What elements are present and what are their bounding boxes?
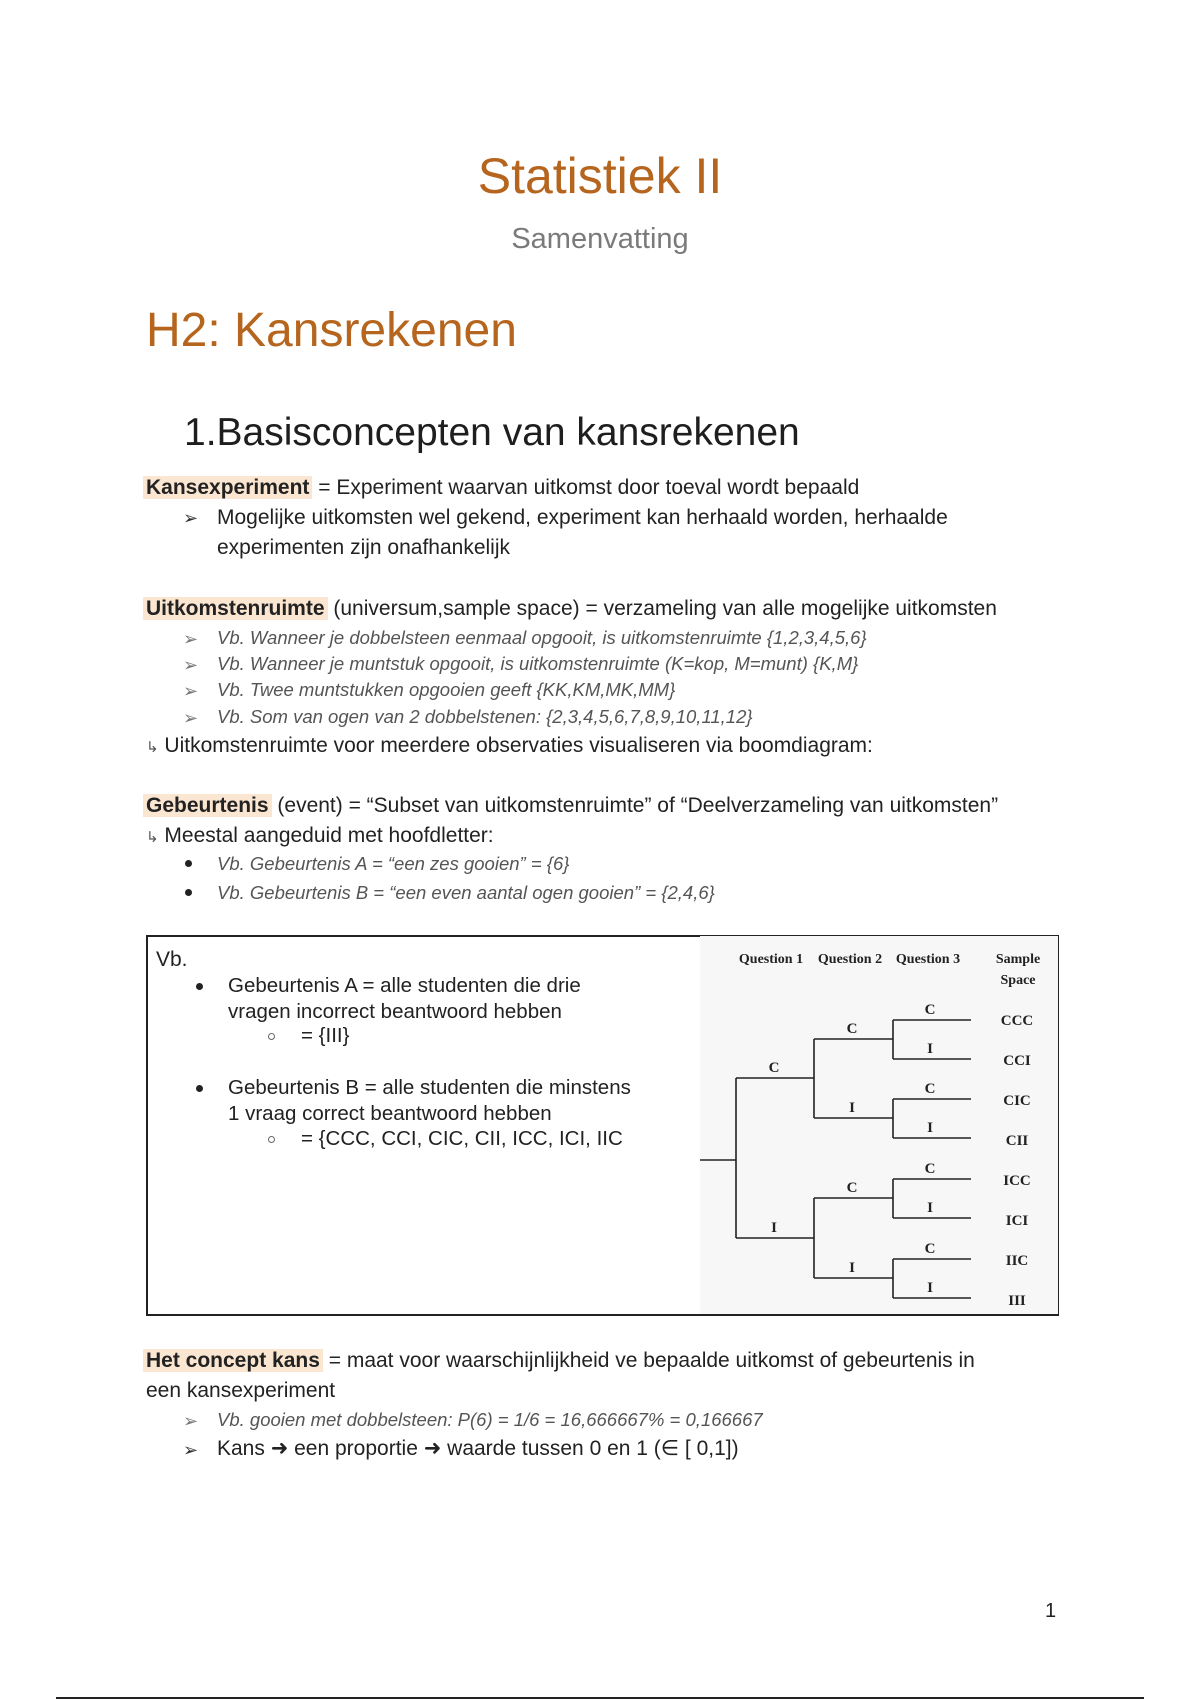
section-heading xyxy=(184,410,800,456)
tree-node-q3: C xyxy=(924,1002,936,1018)
tree-header-question-2: Question 2 xyxy=(817,952,883,967)
event-b-line-2: 1 vraag correct beantwoord hebben xyxy=(228,1102,552,1125)
tree-node-q3: I xyxy=(927,1041,933,1057)
tree-outcome: CIC xyxy=(1003,1093,1031,1109)
kansexperiment-bullet-2: experimenten zijn onafhankelijk xyxy=(217,536,511,559)
tree-outcome: CCI xyxy=(1003,1053,1031,1069)
arrow-bullet-icon: ➢ xyxy=(183,1440,199,1460)
document-title: Statistiek II xyxy=(477,148,723,204)
tree-node-q3: I xyxy=(927,1280,933,1296)
tree-header-space: Space xyxy=(1000,973,1036,988)
uitkomstenruimte-term: Uitkomstenruimte xyxy=(143,597,328,620)
return-arrow-icon: ↳ xyxy=(146,829,159,846)
event-a-line-1: Gebeurtenis A = alle studenten die drie xyxy=(228,974,581,997)
kansexperiment-bullet-1: Mogelijke uitkomsten wel gekend, experiment kan herhaald worden, herhaalde xyxy=(217,506,948,529)
gebeurtenis-definition xyxy=(146,792,998,819)
gebeurtenis-example-2: Vb. Gebeurtenis B = “een even aantal ogen gooien” = {2,4,6} xyxy=(217,882,715,903)
section-title: Basisconcepten van kansrekenen xyxy=(216,411,800,454)
gebeurtenis-note-text: Meestal aangeduid met hoofdletter: xyxy=(164,824,494,847)
document-subtitle: Samenvatting xyxy=(511,223,689,255)
gebeurtenis-term: Gebeurtenis xyxy=(143,794,272,817)
arrow-bullet-icon: ➢ xyxy=(183,508,199,528)
tree-outcome: IIC xyxy=(1005,1253,1029,1269)
chapter-heading: H2: Kansrekenen xyxy=(146,304,517,357)
arrow-bullet-icon: ➢ xyxy=(183,655,199,675)
uitkomstenruimte-example-2: Vb. Wanneer je muntstuk opgooit, is uitkomstenruimte (K=kop, M=munt) {K,M} xyxy=(217,653,859,674)
tree-node-q2: C xyxy=(846,1180,858,1196)
tree-node-q3: I xyxy=(927,1200,933,1216)
gebeurtenis-note xyxy=(146,822,494,851)
tree-diagram-svg xyxy=(700,936,1058,1314)
bullet-dot-icon xyxy=(196,983,203,990)
tree-header-sample: Sample xyxy=(995,952,1041,967)
uitkomstenruimte-text: (universum,sample space) = verzameling van alle mogelijke uitkomsten xyxy=(333,597,997,620)
tree-node-q3: I xyxy=(927,1120,933,1136)
uitkomstenruimte-note xyxy=(146,732,873,761)
event-a-line-2: vragen incorrect beantwoord hebben xyxy=(228,1000,562,1023)
tree-outcome: III xyxy=(1008,1293,1026,1309)
bullet-dot-icon xyxy=(185,860,192,867)
arrow-bullet-icon: ➢ xyxy=(183,629,199,649)
arrow-bullet-icon: ➢ xyxy=(183,708,199,728)
kansexperiment-definition xyxy=(146,474,859,501)
kans-definition xyxy=(146,1347,975,1374)
tree-diagram xyxy=(700,936,1058,1314)
kans-term: Het concept kans xyxy=(143,1349,323,1372)
gebeurtenis-example-1: Vb. Gebeurtenis A = “een zes gooien” = {6} xyxy=(217,853,570,874)
event-b-line-1: Gebeurtenis B = alle studenten die minstens xyxy=(228,1076,631,1099)
tree-node-q1: I xyxy=(771,1220,777,1236)
uitkomstenruimte-example-3: Vb. Twee muntstukken opgooien geeft {KK,KM,MK,MM} xyxy=(217,679,676,700)
bullet-dot-icon xyxy=(185,889,192,896)
bullet-dot-icon xyxy=(196,1085,203,1092)
kans-definition-cont: een kansexperiment xyxy=(146,1379,336,1402)
event-b-set: = {CCC, CCI, CIC, CII, ICC, ICI, IIC xyxy=(301,1127,623,1150)
event-a-set: = {III} xyxy=(301,1024,350,1047)
tree-header-question-3: Question 3 xyxy=(895,952,961,967)
bullet-circle-icon xyxy=(268,1033,275,1040)
footer-divider xyxy=(56,1697,1144,1699)
gebeurtenis-text: (event) = “Subset van uitkomstenruimte” of “Deelverzameling van uitkomsten” xyxy=(277,794,999,817)
return-arrow-icon: ↳ xyxy=(146,739,159,756)
uitkomstenruimte-definition xyxy=(146,595,997,622)
tree-outcome: ICC xyxy=(1003,1173,1031,1189)
example-label: Vb. xyxy=(156,948,188,971)
tree-header-question-1: Question 1 xyxy=(738,952,804,967)
tree-outcome: CII xyxy=(1005,1133,1029,1149)
tree-node-q3: C xyxy=(924,1241,936,1257)
kans-example: Vb. gooien met dobbelsteen: P(6) = 1/6 = 16,666667% = 0,166667 xyxy=(217,1409,763,1430)
tree-outcome: CCC xyxy=(1000,1013,1034,1029)
tree-node-q2: I xyxy=(849,1100,855,1116)
kans-bullet: Kans ➜ een proportie ➜ waarde tussen 0 en 1 (∈ [ 0,1]) xyxy=(217,1437,739,1460)
arrow-bullet-icon: ➢ xyxy=(183,681,199,701)
kansexperiment-term: Kansexperiment xyxy=(143,476,312,499)
page-number: 1 xyxy=(1045,1600,1057,1622)
tree-node-q2: C xyxy=(846,1021,858,1037)
uitkomstenruimte-example-1: Vb. Wanneer je dobbelsteen eenmaal opgooit, is uitkomstenruimte {1,2,3,4,5,6} xyxy=(217,627,867,648)
arrow-bullet-icon: ➢ xyxy=(183,1411,199,1431)
tree-node-q1: C xyxy=(768,1060,780,1076)
uitkomstenruimte-example-4: Vb. Som van ogen van 2 dobbelstenen: {2,3,4,5,6,7,8,9,10,11,12} xyxy=(217,706,753,727)
tree-node-q3: C xyxy=(924,1081,936,1097)
uitkomstenruimte-note-text: Uitkomstenruimte voor meerdere observaties visualiseren via boomdiagram: xyxy=(164,734,873,757)
tree-node-q3: C xyxy=(924,1161,936,1177)
kans-text: = maat voor waarschijnlijkheid ve bepaalde uitkomst of gebeurtenis in xyxy=(328,1349,975,1372)
section-number: 1. xyxy=(184,411,217,454)
kansexperiment-text: = Experiment waarvan uitkomst door toeval wordt bepaald xyxy=(318,476,860,499)
bullet-circle-icon xyxy=(268,1136,275,1143)
tree-outcome: ICI xyxy=(1005,1213,1029,1229)
tree-node-q2: I xyxy=(849,1260,855,1276)
